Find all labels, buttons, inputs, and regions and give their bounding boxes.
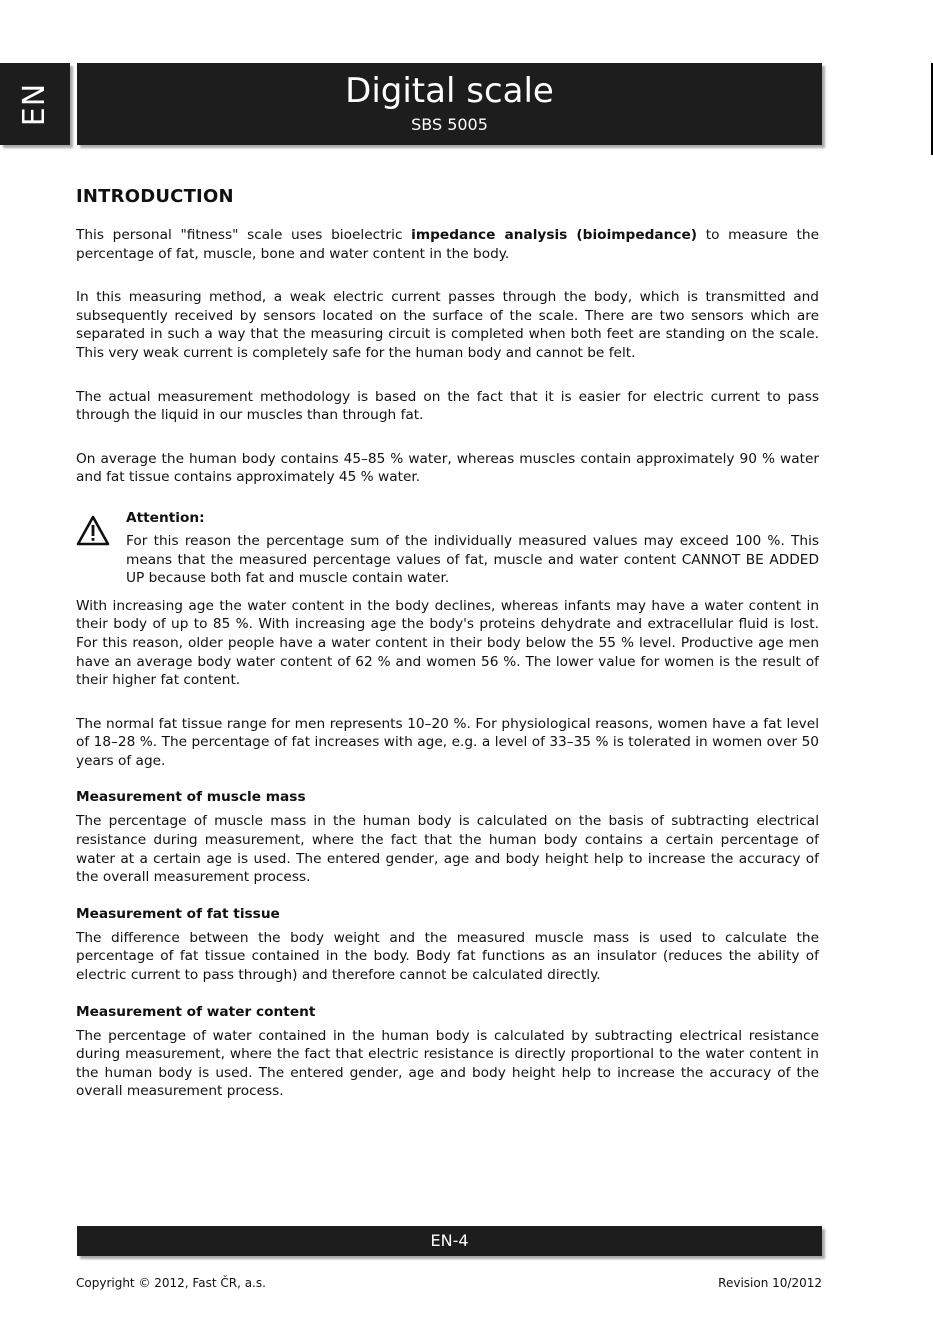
intro-paragraph-3: The actual measurement methodology is based on the fact that it is easier for electric current to pass through the liquid in our muscles than through fat. (76, 388, 819, 424)
fat-tissue-heading: Measurement of fat tissue (76, 905, 280, 922)
attention-box (76, 509, 819, 588)
header-bar (77, 63, 822, 145)
attention-heading: Attention: (126, 509, 205, 526)
warning-triangle-icon (76, 515, 110, 546)
intro-paragraph-2: In this measuring method, a weak electric current passes through the body, which is transmitted and subsequently received by sensors located on the surface of the scale. There are two sensors which are separated in such a way that the measuring circuit is completed when both feet are standing on the scale. This very weak current is completely safe for the human body and cannot be felt. (76, 289, 819, 361)
section-title: INTRODUCTION (76, 186, 234, 207)
body-paragraph-6: The normal fat tissue range for men represents 10–20 %. For physiological reasons, women have a fat level of 18–28 %. The percentage of fat increases with age, e.g. a level of 33–35 % is tolerated in women over 50 years of age. (76, 715, 819, 769)
fat-tissue-text: The difference between the body weight and the measured muscle mass is used to calculate the percentage of fat tissue contained in the body. Body fat functions as an insulator (reduces the ability of electric current to pass through) and therefore cannot be calculated directly. (76, 929, 819, 984)
page-number: EN-4 (430, 1231, 469, 1250)
intro-text-bold: impedance analysis (bioimpedance) (411, 227, 698, 243)
intro-paragraph-4: On average the human body contains 45–85 % water, whereas muscles contain approximately 90 % water and fat tissue contains approximately 45 % water. (76, 450, 819, 486)
main-content (76, 186, 819, 1101)
muscle-mass-heading: Measurement of muscle mass (76, 789, 306, 806)
language-tab (0, 63, 70, 145)
intro-text-a: This personal "fitness" scale uses bioelectric (76, 227, 412, 243)
intro-paragraph-1 (76, 226, 819, 263)
water-content-heading: Measurement of water content (76, 1003, 316, 1020)
revision-text: Revision 10/2012 (718, 1276, 822, 1290)
attention-text: For this reason the percentage sum of the individually measured values may exceed 100 %. This means that the measured percentage values of fat, muscle and water content CANNOT BE ADDED UP because both fat and muscle contain water. (126, 532, 819, 587)
model-number: SBS 5005 (411, 115, 488, 134)
water-content-text: The percentage of water contained in the human body is calculated by subtracting electrical resistance during measurement, where the fact that electric resistance is directly proportional to the water content in the human body is used. The entered gender, age and body height help to increase the accuracy of the overall measurement process. (76, 1027, 819, 1100)
muscle-mass-text: The percentage of muscle mass in the human body is calculated on the basis of subtracting electrical resistance during measurement, where the fact that the human body contains a certain percentage of water at a certain age is used. The entered gender, age and body height help to increase the accuracy of the overall measurement process. (76, 813, 819, 886)
intro-text-b: to measure the percentage of fat, muscle, bone and water content in the body. (76, 227, 820, 262)
body-paragraph-5: With increasing age the water content in the body declines, whereas infants may have a water content in their body of up to 85 %. With increasing age the body's proteins dehydrate and extracellular fluid is lost. For this reason, older people have a water content in their body below the 55 % level. Productive age men have an average body water content of 62 % and women 56 %. The lower value for women is the result of their higher fat content. (76, 597, 819, 689)
language-label: EN (17, 82, 53, 126)
copyright-text: Copyright © 2012, Fast ČR, a.s. (76, 1276, 266, 1290)
document-title: Digital scale (345, 71, 554, 111)
footer-bar (77, 1226, 822, 1256)
